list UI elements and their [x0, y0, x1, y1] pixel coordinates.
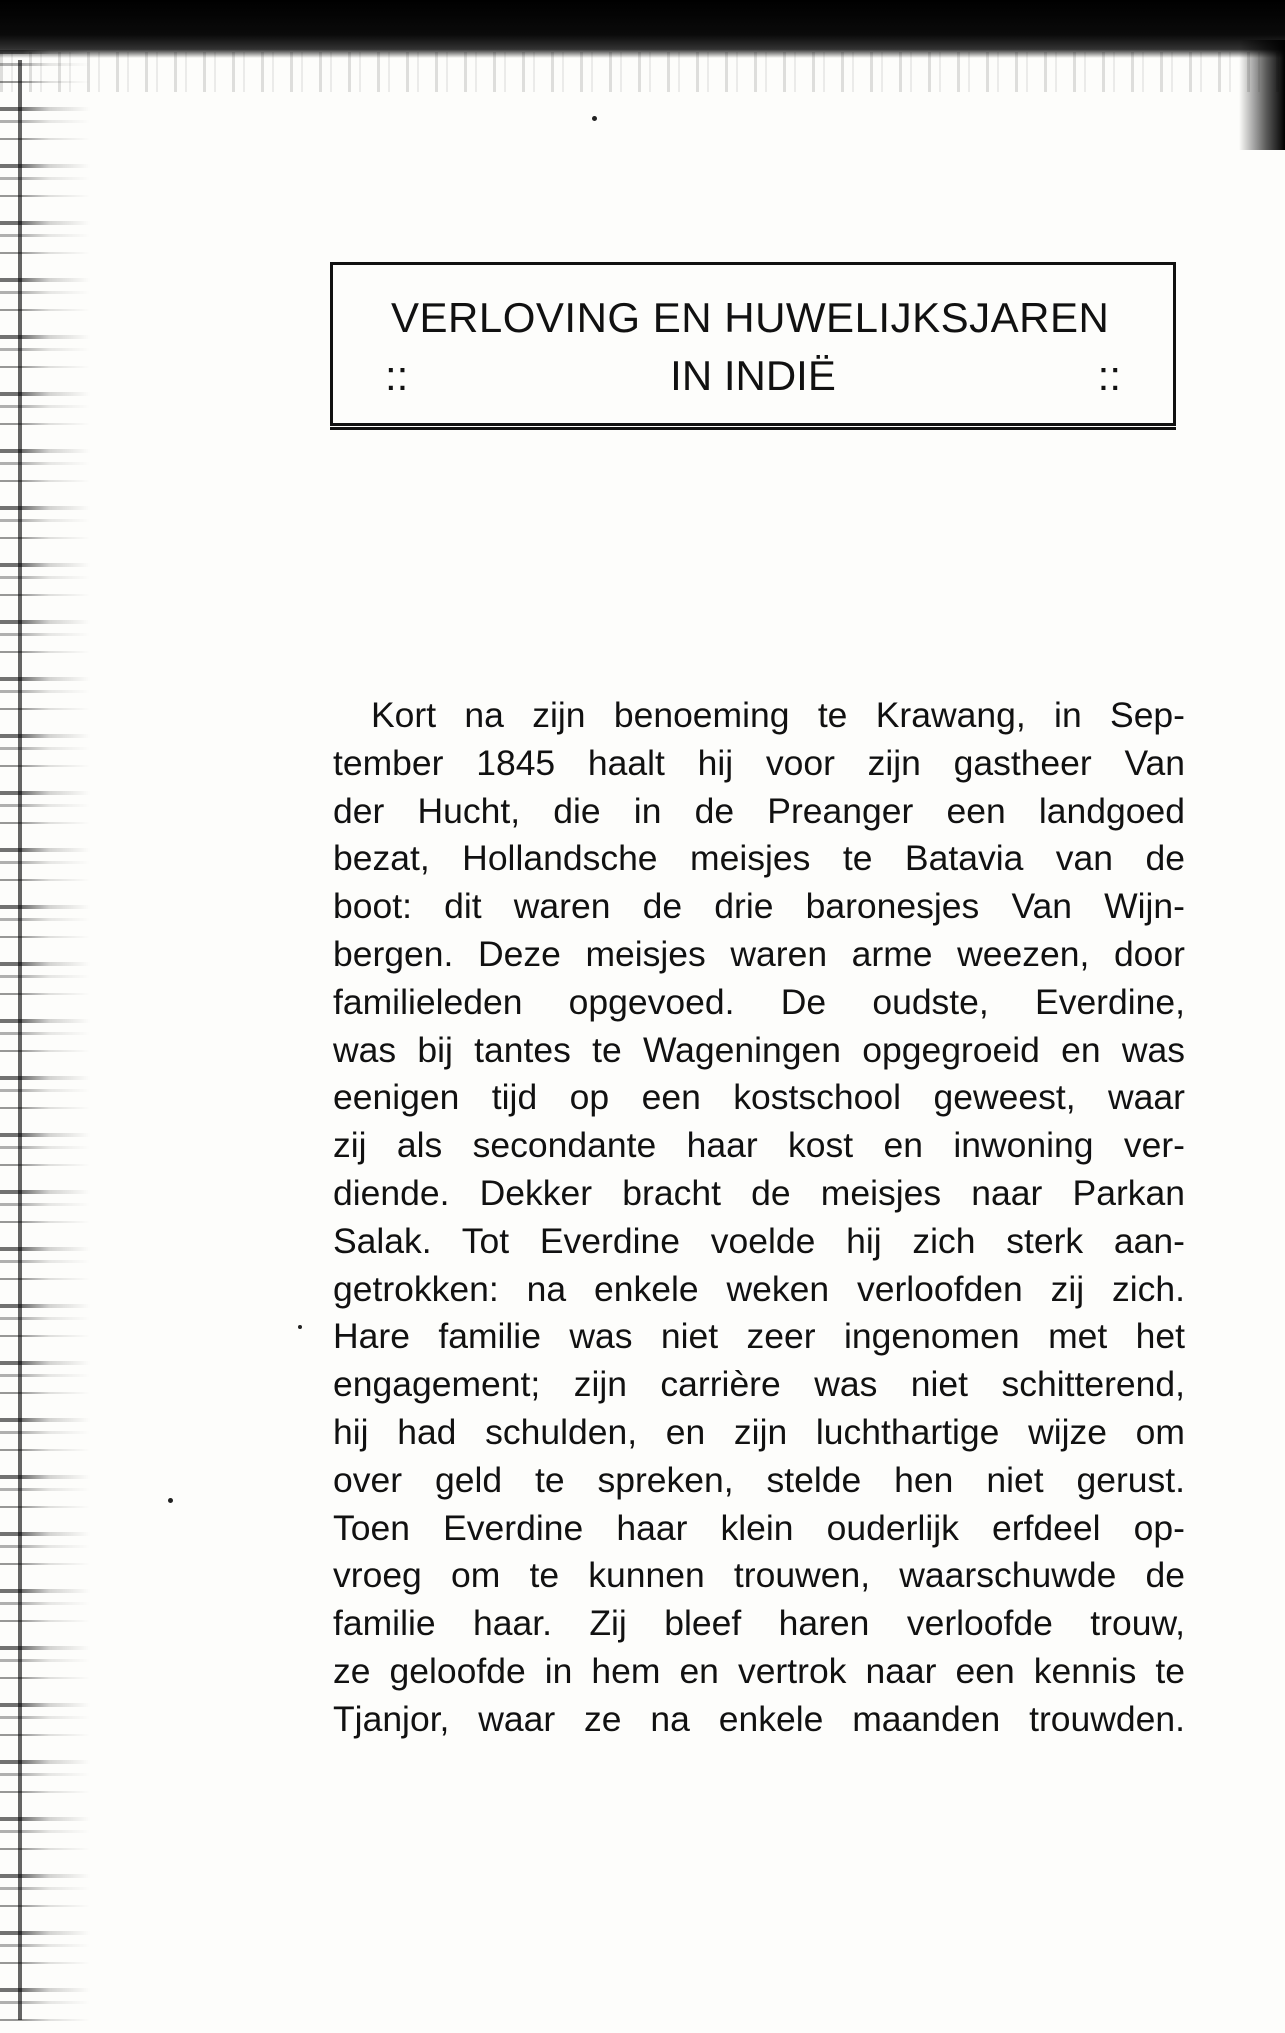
scan-right-corner-shadow — [1239, 40, 1285, 150]
body-line: bezat, Hollandsche meisjes te Batavia van de — [333, 838, 1185, 879]
scan-top-edge-noise — [0, 52, 1285, 92]
body-line: Toen Everdine haar klein ouderlijk erfdeel op- — [333, 1507, 1185, 1548]
body-line: eenigen tijd op een kostschool geweest, waar — [333, 1077, 1185, 1118]
body-line: Kort na zijn benoeming te Krawang, in Sep- — [371, 695, 1185, 735]
chapter-body-paragraph — [333, 692, 1185, 1744]
body-line: bergen. Deze meisjes waren arme weezen, door — [333, 933, 1185, 974]
body-line: zij als secondante haar kost en inwoning ver- — [333, 1125, 1185, 1166]
chapter-title-box — [330, 262, 1176, 426]
body-line: familieleden opgevoed. De oudste, Everdine, — [333, 981, 1185, 1022]
chapter-title-line-1: VERLOVING EN HUWELIJKSJAREN — [391, 294, 1110, 341]
title-ornament-right: :: — [1097, 352, 1121, 399]
scan-speck — [592, 116, 597, 121]
title-ornament-left: :: — [385, 352, 409, 399]
scan-speck — [298, 1325, 302, 1329]
body-line: vroeg om te kunnen trouwen, waarschuwde de — [333, 1555, 1185, 1596]
body-line: engagement; zijn carrière was niet schitterend, — [333, 1364, 1185, 1405]
body-line: der Hucht, die in de Preanger een landgoed — [333, 790, 1185, 831]
scan-speck — [168, 1498, 173, 1503]
body-line: Tjanjor, waar ze na enkele maanden trouwden. — [333, 1698, 1185, 1739]
body-line: getrokken: na enkele weken verloofden zij zich. — [333, 1268, 1185, 1309]
chapter-title-subtitle: IN INDIË — [670, 352, 836, 399]
body-line: familie haar. Zij bleef haren verloofde trouw, — [333, 1603, 1185, 1644]
body-line: boot: dit waren de drie baronesjes Van Wijn- — [333, 886, 1185, 927]
body-line: over geld te spreken, stelde hen niet gerust. — [333, 1459, 1185, 1500]
body-line: was bij tantes te Wageningen opgegroeid en was — [333, 1029, 1185, 1070]
body-line: diende. Dekker bracht de meisjes naar Parkan — [333, 1172, 1185, 1213]
body-line: hij had schulden, en zijn luchthartige wijze om — [333, 1411, 1185, 1452]
scan-top-edge-shadow — [0, 0, 1285, 58]
scan-left-rule — [18, 60, 22, 2020]
body-line: tember 1845 haalt hij voor zijn gastheer Van — [333, 742, 1185, 783]
chapter-title-line-2 — [385, 351, 1121, 401]
body-line: Salak. Tot Everdine voelde hij zich sterk aan- — [333, 1220, 1185, 1261]
body-line: Hare familie was niet zeer ingenomen met het — [333, 1316, 1185, 1357]
body-line: ze geloofde in hem en vertrok naar een kennis te — [333, 1650, 1185, 1691]
scan-left-binding-edge — [0, 50, 90, 2033]
